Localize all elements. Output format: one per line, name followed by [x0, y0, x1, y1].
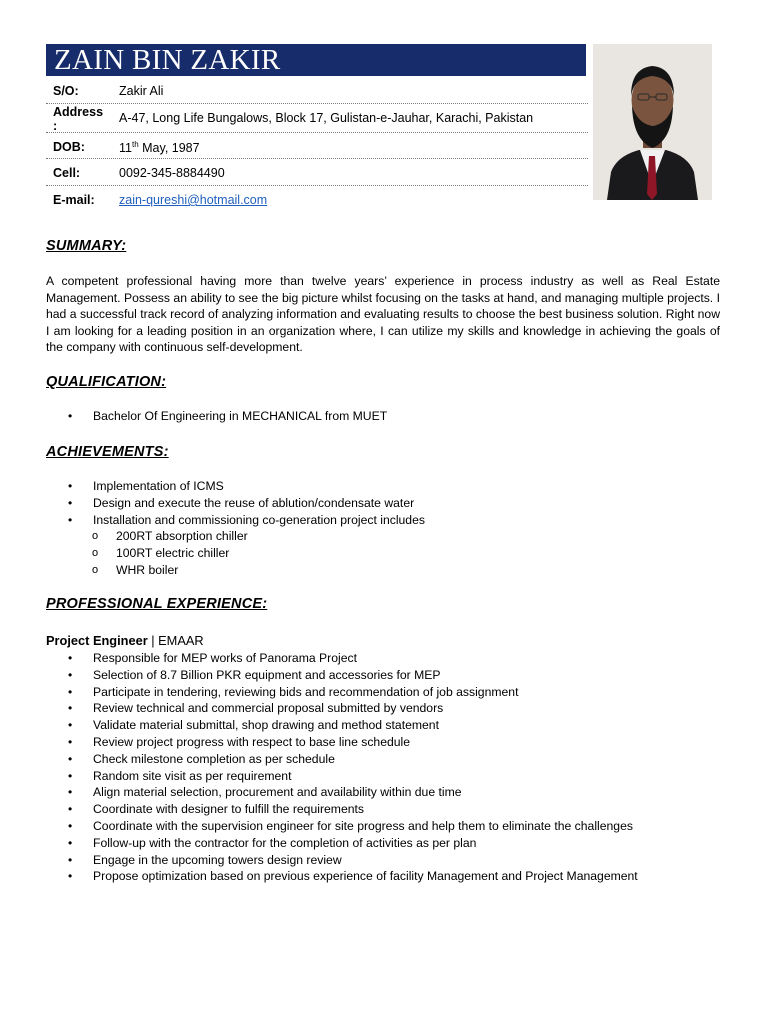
cell-label: Cell:	[53, 166, 81, 180]
list-item: • Review technical and commercial proposal submitted by vendors	[46, 700, 638, 717]
sub-list-item: o 200RT absorption chiller	[46, 528, 425, 545]
job-company: EMAAR	[158, 633, 204, 648]
list-item: • Propose optimization based on previous experience of facility Management and Project Management	[46, 868, 638, 885]
list-item: • Installation and commissioning co-generation project includes	[46, 512, 425, 529]
info-row-dob	[46, 133, 588, 159]
address-value: A-47, Long Life Bungalows, Block 17, Gulistan-e-Jauhar, Karachi, Pakistan	[119, 111, 534, 125]
address-label-line2: :	[53, 119, 58, 133]
experience-heading: PROFESSIONAL EXPERIENCE:	[46, 596, 268, 612]
name-header: ZAIN BIN ZAKIR	[46, 44, 586, 76]
email-link[interactable]: zain-qureshi@hotmail.com	[119, 193, 268, 207]
list-item: • Design and execute the reuse of ablution/condensate water	[46, 495, 425, 512]
info-row-so	[46, 79, 588, 104]
address-label	[46, 104, 112, 132]
qualification-heading: QUALIFICATION:	[46, 374, 167, 390]
profile-photo	[593, 44, 712, 200]
list-item: • Review project progress with respect to base line schedule	[46, 734, 638, 751]
list-item: • Validate material submittal, shop drawing and method statement	[46, 717, 638, 734]
so-label: S/O:	[53, 84, 79, 98]
list-item: • Selection of 8.7 Billion PKR equipment and accessories for MEP	[46, 667, 638, 684]
experience-list	[46, 650, 638, 885]
list-item: • Check milestone completion as per schedule	[46, 751, 638, 768]
info-row-email	[46, 186, 588, 214]
dob-suffix: th	[131, 140, 139, 149]
list-item: • Coordinate with designer to fulfill the requirements	[46, 801, 638, 818]
list-item: • Responsible for MEP works of Panorama Project	[46, 650, 638, 667]
job-title	[46, 633, 204, 648]
profile-photo-graphic	[593, 44, 712, 200]
list-item: • Align material selection, procurement and availability within due time	[46, 784, 638, 801]
so-value: Zakir Ali	[119, 84, 164, 98]
email-cell	[112, 186, 588, 214]
list-item: • Bachelor Of Engineering in MECHANICAL from MUET	[46, 408, 387, 425]
email-label: E-mail:	[53, 193, 95, 207]
info-row-address	[46, 104, 588, 133]
list-item: • Random site visit as per requirement	[46, 768, 638, 785]
dob-value	[112, 133, 588, 158]
dob-day: 11	[119, 141, 132, 156]
personal-info-table	[46, 79, 588, 214]
achievements-heading: ACHIEVEMENTS:	[46, 444, 169, 460]
list-item: • Engage in the upcoming towers design review	[46, 852, 638, 869]
job-separator: |	[147, 633, 159, 648]
job-role: Project Engineer	[46, 633, 148, 648]
dob-label: DOB:	[53, 140, 85, 154]
qualification-list	[46, 408, 387, 425]
info-row-cell	[46, 159, 588, 186]
list-item: • Implementation of ICMS	[46, 478, 425, 495]
list-item: • Coordinate with the supervision engineer for site progress and help them to eliminate the challenges	[46, 818, 638, 835]
list-item: • Participate in tendering, reviewing bids and recommendation of job assignment	[46, 684, 638, 701]
sub-list-item: o 100RT electric chiller	[46, 545, 425, 562]
summary-heading: SUMMARY:	[46, 238, 127, 254]
cell-value: 0092-345-8884490	[119, 166, 225, 180]
sub-list-item: o WHR boiler	[46, 562, 425, 579]
dob-month-year: May, 1987	[138, 141, 200, 156]
list-item: • Follow-up with the contractor for the completion of activities as per plan	[46, 835, 638, 852]
address-label-line1: Address	[53, 105, 104, 119]
achievements-list	[46, 478, 425, 579]
summary-text: A competent professional having more than twelve years’ experience in process industry as well as Real Estate Management. Possess an ability to see the big picture whilst focusing on the tasks at hand, and managing multiple projects. I had a successful track record of analyzing information and evaluating results to choose the best business solution. Right now I am looking for a leading position in an organization where, I can utilize my skills and knowledge in achieving the goals of the company with continuous self-development.	[46, 274, 720, 355]
